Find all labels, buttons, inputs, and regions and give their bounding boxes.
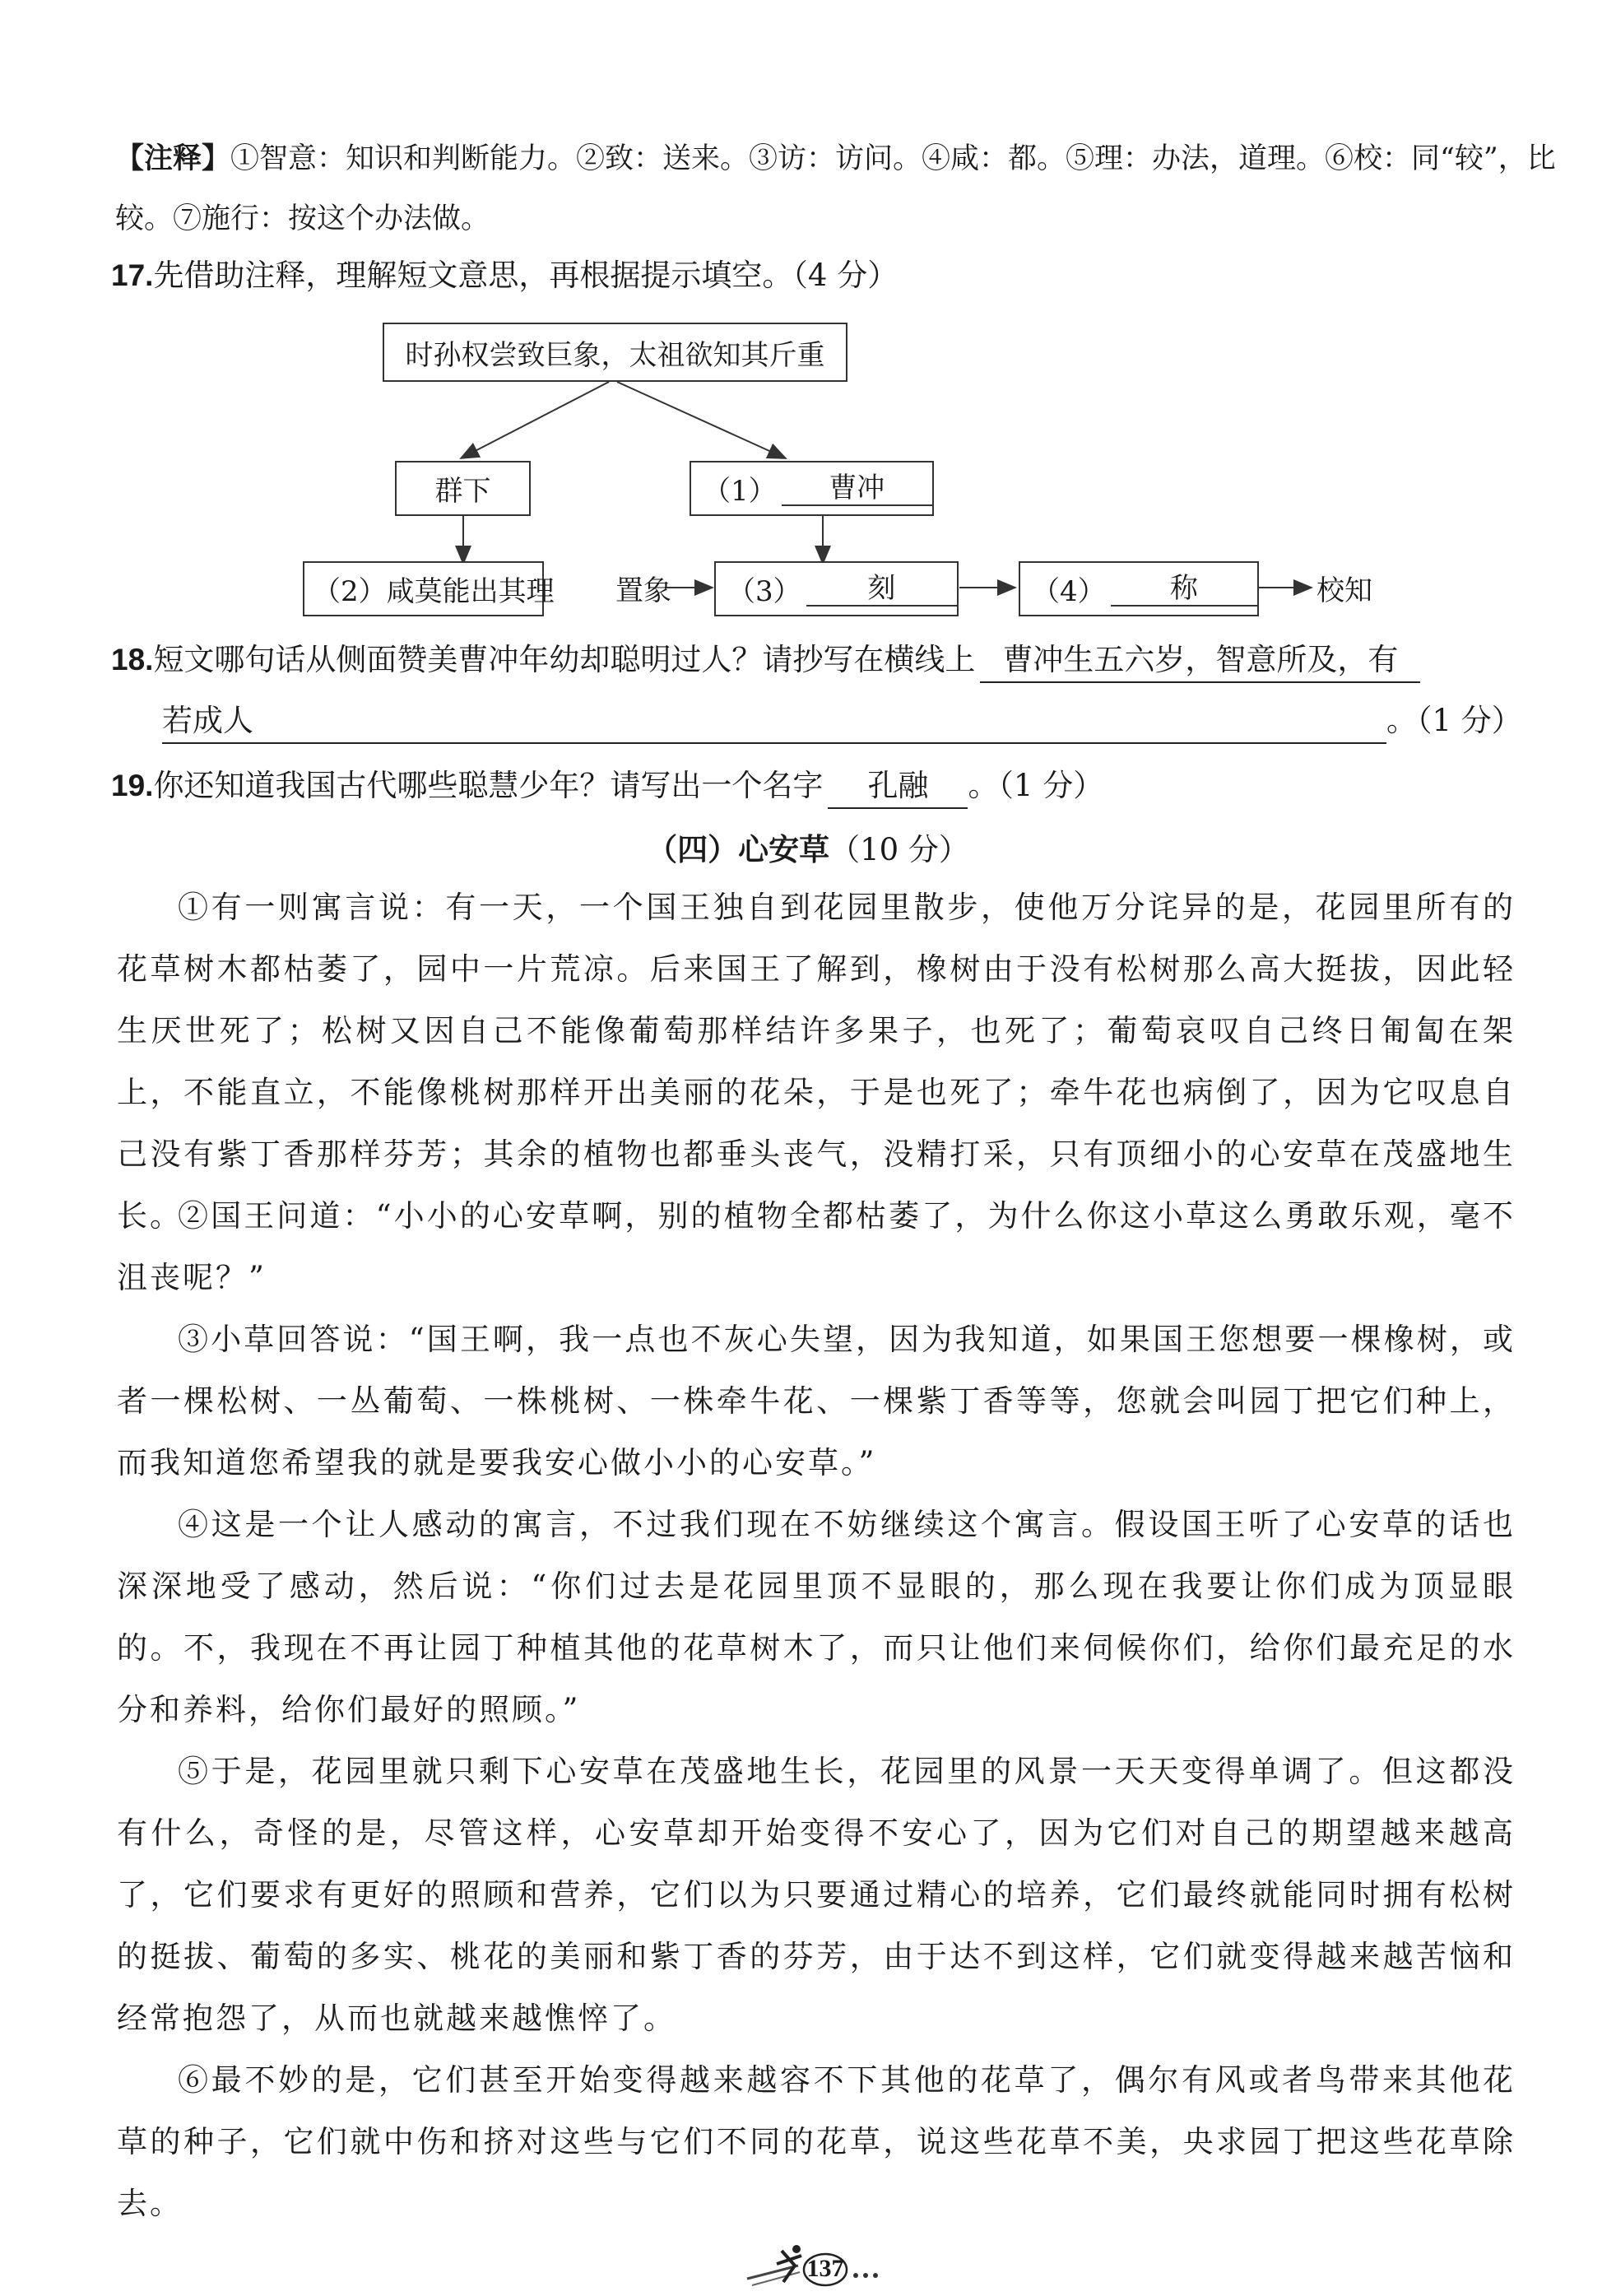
diagram-step3-box [714, 561, 959, 616]
diagram-left-box: 群下 [395, 461, 531, 516]
notes-text-1: ①智意：知识和判断能力。②致：送来。③访：访问。④咸：都。⑤理：办法，道理。⑥校：同“较”，比 [230, 142, 1556, 175]
question-17 [111, 251, 898, 300]
paragraph-2: ②国王问道：“小小的心安草啊，别的植物全都枯萎了，为什么你这小草这么勇敢乐观，毫不沮丧呢？” [117, 1198, 1516, 1295]
question-number: 18. [111, 643, 154, 676]
question-text: 先借助注释，理解短文意思，再根据提示填空。（4 分） [153, 258, 899, 293]
notes-line-2: 较。⑦施行：按这个办法做。 [115, 202, 490, 235]
section-title [0, 825, 1616, 875]
question-19 [111, 761, 1103, 811]
blank-2-answer: 咸莫能出其理 [386, 575, 555, 608]
paragraph-6: ⑥最不妙的是，它们甚至开始变得越来越容不下其他的花草了，偶尔有风或者鸟带来其他花草的种子，它们就中伤和挤对这些与它们不同的花草，说这些花草不美，央求园丁把这些花草除去。 [117, 2062, 1516, 2221]
question-18 [111, 635, 1420, 685]
question-number: 17. [111, 258, 154, 292]
diagram-step4-box [1019, 561, 1259, 616]
end-label: 校知 [1316, 574, 1372, 607]
paragraph-4: ④这是一个让人感动的寓言，不过我们现在不妨继续这个寓言。假设国王听了心安草的话也深深地受了感动，然后说：“你们过去是花园里顶不显眼的，那么现在我要让你们成为顶显眼的。不，我现在不再让园丁种植其他的花草树木了，而只让他们来伺候你们，给你们最充足的水分和养料，给你们最好的照顾。” [117, 1507, 1516, 1727]
section-score: （10 分） [829, 832, 969, 867]
notes-line-1 [115, 134, 1556, 184]
question-text: 你还知道我国古代哪些聪慧少年？请写出一个名字 [153, 768, 824, 803]
page-number: 137 [806, 2255, 844, 2282]
diagram-bottom-left-box [303, 561, 555, 616]
answer-line-2: 若成人 [162, 699, 1386, 744]
blank-4-label: （4） [1032, 575, 1106, 608]
question-18-continued [162, 696, 1522, 746]
blank-4-answer: 称 [1111, 572, 1257, 607]
page-footer [741, 2243, 905, 2292]
blank-3-answer: 刻 [806, 572, 957, 607]
question-number: 19. [111, 769, 154, 802]
diagram-right-box [690, 461, 934, 516]
answer-name: 孔融 [828, 765, 968, 809]
section-title-text: （四）心安草 [647, 831, 830, 867]
blank-2-label: （2） [313, 575, 387, 608]
question-score: 。（1 分） [968, 768, 1104, 803]
arrow-to-right-box [617, 382, 786, 458]
notes-label: 【注释】 [115, 142, 231, 175]
blank-3-label: （3） [727, 575, 801, 608]
paragraph-1: ①有一则寓言说：有一天，一个国王独自到花园里散步，使他万分诧异的是，花园里所有的花草树木都枯萎了，园中一片荒凉。后来国王了解到，橡树由于没有松树那么高大挺拔，因此轻生厌世死了；松树又因自己不能像葡萄那样结许多果子，也死了；葡萄哀叹自己终日匍匐在架上，不能直立，不能像桃树那样开出美丽的花朵，于是也死了；牵牛花也病倒了，因为它叹息自己没有紫丁香那样芬芳；其余的植物也都垂头丧气，没精打采，只有顶细小的心安草在茂盛地生长。 [117, 890, 1516, 1234]
blank-1-label: （1） [703, 475, 777, 508]
paragraph-3: ③小草回答说：“国王啊，我一点也不灰心失望，因为我知道，如果国王您想要一棵橡树，或者一棵松树、一丛葡萄、一株桃树、一株牵牛花、一棵紫丁香等等，您就会叫园丁把它们种上，而我知道您希望我的就是要我安心做小小的心安草。” [117, 1322, 1516, 1480]
start-label: 置象 [615, 574, 671, 607]
question-score: 。（1 分） [1386, 703, 1522, 738]
answer-line-1: 曹冲生五六岁，智意所及，有 [980, 639, 1420, 683]
paragraph-5: ⑤于是，花园里就只剩下心安草在茂盛地生长，花园里的风景一天天变得单调了。但这都没有什么，奇怪的是，尽管这样，心安草却开始变得不安心了，因为它们对自己的期望越来越高了，它们要求有更好的照顾和营养，它们以为只要通过精心的培养，它们最终就能同时拥有松树的挺拔、葡萄的多实、桃花的美丽和紫丁香的芬芳，由于达不到这样，它们就变得越来越苦恼和经常抱怨了，从而也就越来越憔悴了。 [117, 1754, 1516, 2036]
arrow-to-left-box [461, 382, 609, 458]
question-text: 短文哪句话从侧面赞美曹冲年幼却聪明过人？请抄写在横线上 [153, 642, 976, 677]
diagram-top-box: 时孙权尝致巨象，太祖欲知其斤重 [383, 323, 847, 382]
blank-1-answer: 曹冲 [782, 472, 932, 506]
